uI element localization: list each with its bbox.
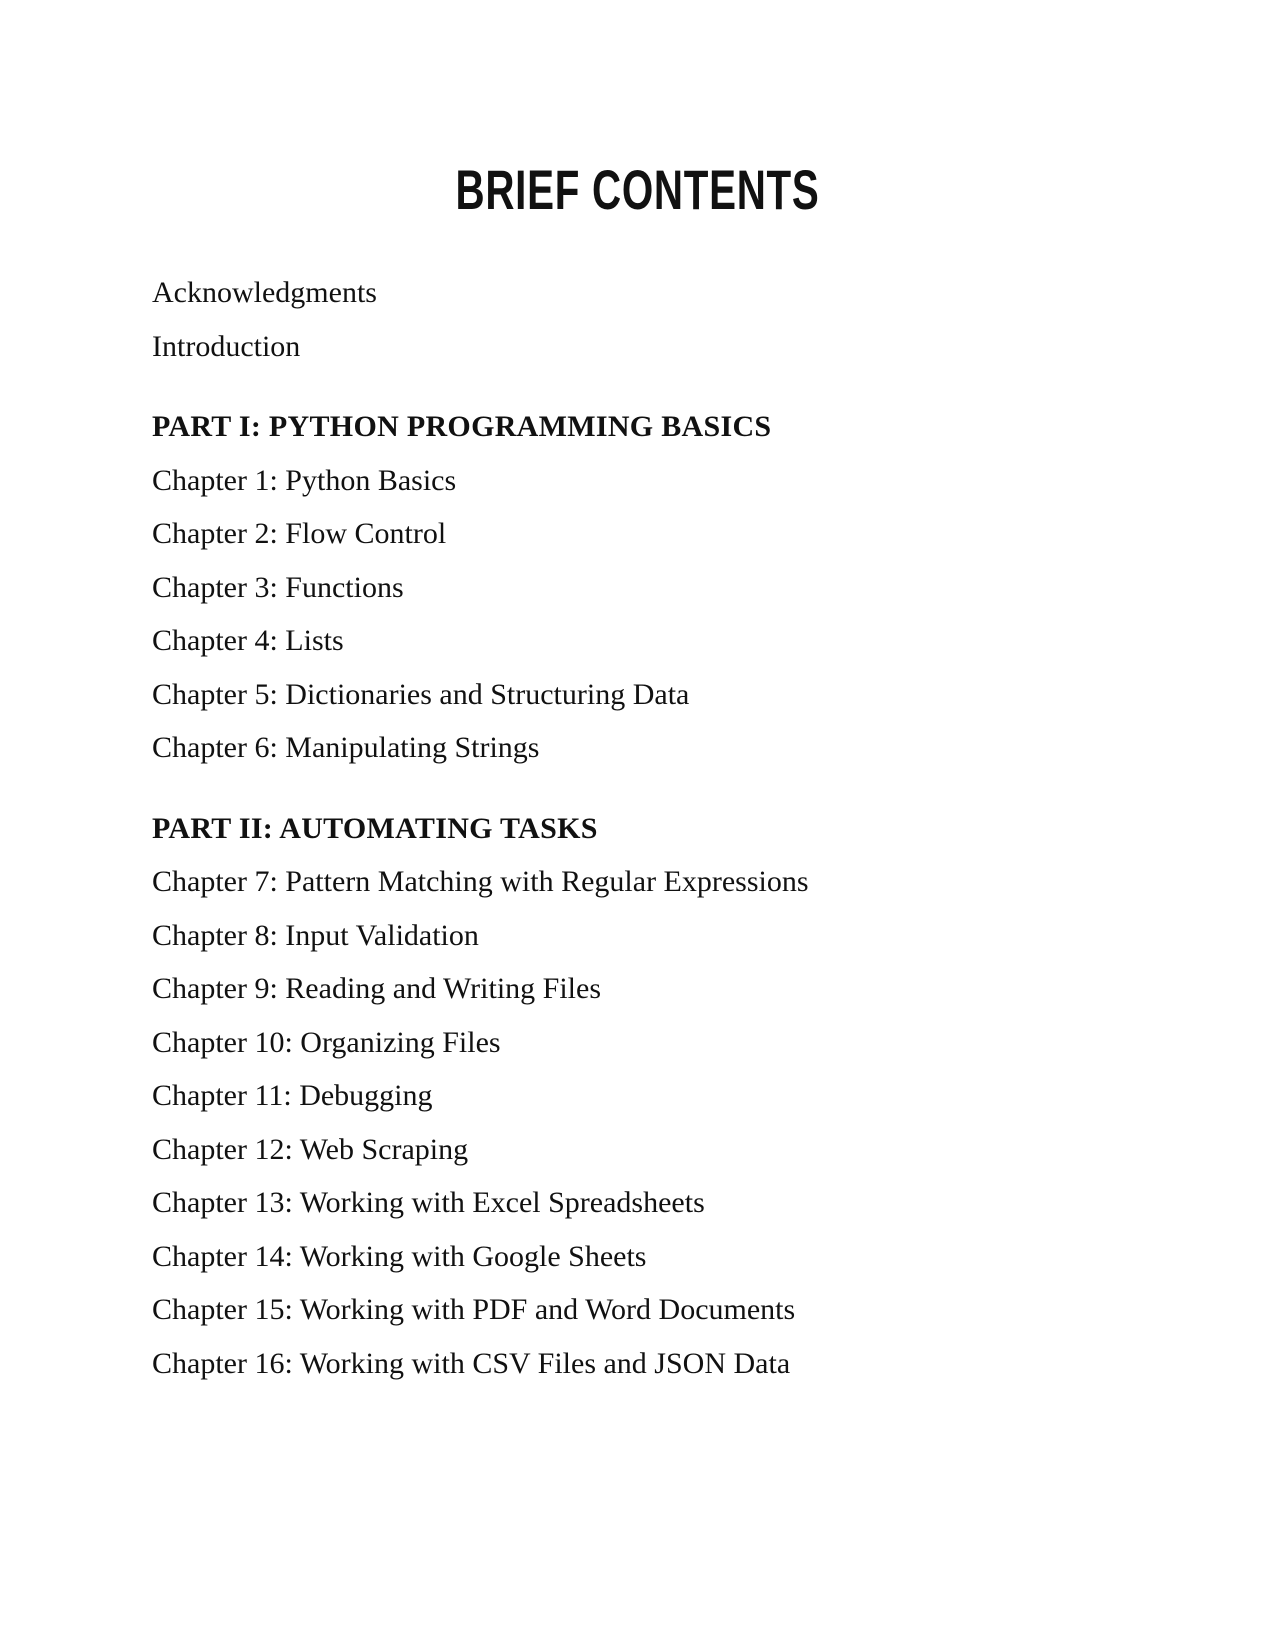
toc-entry-chapter-7: Chapter 7: Pattern Matching with Regular Expressions <box>152 865 809 898</box>
front-matter-section <box>152 266 1275 373</box>
toc-entry-chapter-13: Chapter 13: Working with Excel Spreadsheets <box>152 1186 705 1219</box>
table-of-contents <box>152 266 1275 1390</box>
toc-entry-chapter-3: Chapter 3: Functions <box>152 570 404 604</box>
part-2-section <box>152 802 1275 1391</box>
toc-entry-chapter-4: Chapter 4: Lists <box>152 624 344 657</box>
toc-entry-chapter-6: Chapter 6: Manipulating Strings <box>152 731 540 764</box>
toc-entry-chapter-14: Chapter 14: Working with Google Sheets <box>152 1239 647 1273</box>
toc-entry-chapter-16: Chapter 16: Working with CSV Files and JSON Data <box>152 1346 791 1380</box>
toc-entry-chapter-5: Chapter 5: Dictionaries and Structuring Data <box>152 677 690 711</box>
toc-entry-acknowledgments: Acknowledgments <box>152 276 377 309</box>
toc-entry-chapter-2: Chapter 2: Flow Control <box>152 517 447 550</box>
toc-entry-chapter-12: Chapter 12: Web Scraping <box>152 1132 469 1166</box>
toc-entry-chapter-11: Chapter 11: Debugging <box>152 1079 433 1112</box>
toc-entry-chapter-9: Chapter 9: Reading and Writing Files <box>152 972 602 1005</box>
toc-entry-chapter-1: Chapter 1: Python Basics <box>152 463 457 497</box>
toc-entry-chapter-10: Chapter 10: Organizing Files <box>152 1025 501 1059</box>
part-1-heading: PART I: PYTHON PROGRAMMING BASICS <box>152 410 772 443</box>
part-2-heading: PART II: AUTOMATING TASKS <box>152 811 598 845</box>
page-title: BRIEF CONTENTS <box>455 158 820 221</box>
toc-entry-chapter-15: Chapter 15: Working with PDF and Word Documents <box>152 1293 796 1326</box>
part-1-section <box>152 400 1275 775</box>
toc-entry-introduction: Introduction <box>152 329 301 363</box>
toc-entry-chapter-8: Chapter 8: Input Validation <box>152 918 479 952</box>
